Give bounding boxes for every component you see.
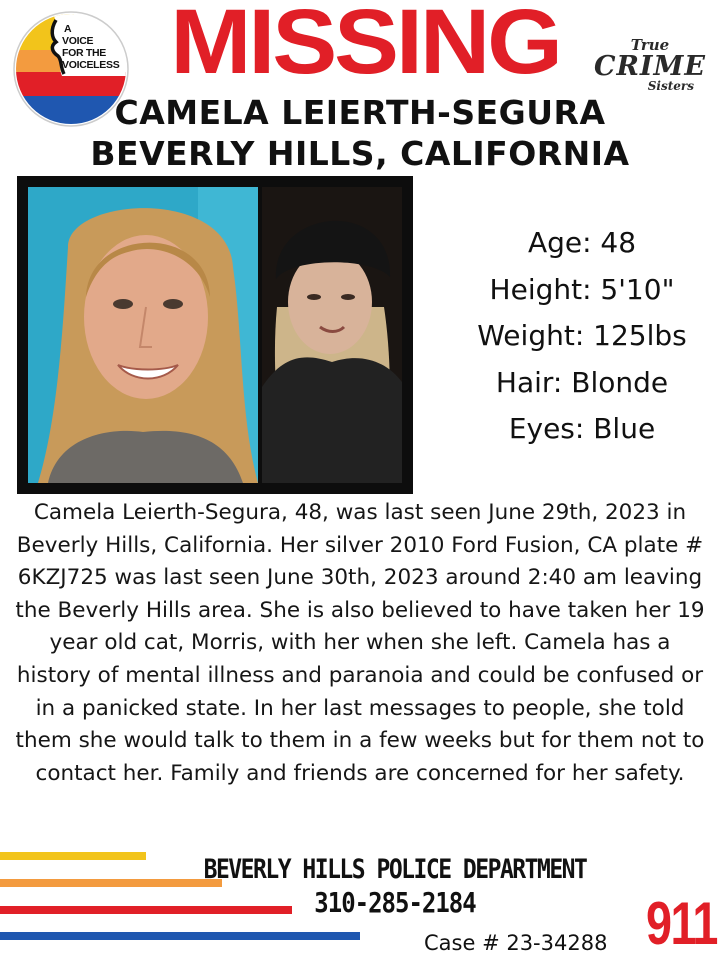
stat-weight: Weight: 125lbs (477, 319, 687, 352)
missing-headline: MISSING (170, 0, 560, 93)
logo-text-line-2: VOICE (62, 35, 94, 47)
brand-line-2: CRIME (593, 51, 707, 82)
brand-line-1: True (630, 36, 670, 54)
portrait-photo-1 (28, 187, 258, 483)
stat-height: Height: 5'10" (489, 272, 675, 306)
blue-stripe (0, 932, 360, 940)
true-crime-sisters-logo (590, 38, 710, 92)
orange-stripe (0, 879, 222, 887)
logo-text-line-3: FOR THE (62, 47, 106, 59)
logo-text-line-4: VOICELESS (62, 59, 120, 71)
case-number: Case # 23-34288 (424, 931, 608, 955)
brand-line-3: Sisters (647, 79, 694, 93)
contact-phone: 310-285-2184 (314, 886, 476, 920)
stat-hair: Hair: Blonde (495, 365, 669, 399)
person-name: CAMELA LEIERTH-SEGURA (114, 93, 606, 132)
logo-text-line-1: A (64, 23, 72, 35)
stat-age: Age: 48 (527, 226, 637, 259)
person-stats (462, 220, 702, 453)
photo-frame (17, 176, 413, 494)
emergency-number: 911 (646, 890, 717, 957)
police-department: BEVERLY HILLS POLICE DEPARTMENT (203, 855, 587, 885)
yellow-stripe (0, 852, 146, 860)
person-location: BEVERLY HILLS, CALIFORNIA (90, 134, 630, 173)
portrait-photo-2 (262, 187, 402, 483)
description-paragraph: Camela Leierth-Segura, 48, was last seen June 29th, 2023 in Beverly Hills, California. Her silver 2010 Ford Fusion, CA plate # 6KZJ725 was last seen June 30th, 2023 around 2:40 am leaving the Beverly Hills area. She is also believed to have taken her 19 year old cat, Morris, with her when she left. Camela has a history of mental illness and paranoia and could be confused or in a panicked state. In her last messages to people, she told them she would talk to them in a few weeks but for them not to contact her. Family and friends are concerned for her safety. (15, 500, 705, 786)
stat-eyes: Eyes: Blue (508, 412, 656, 445)
